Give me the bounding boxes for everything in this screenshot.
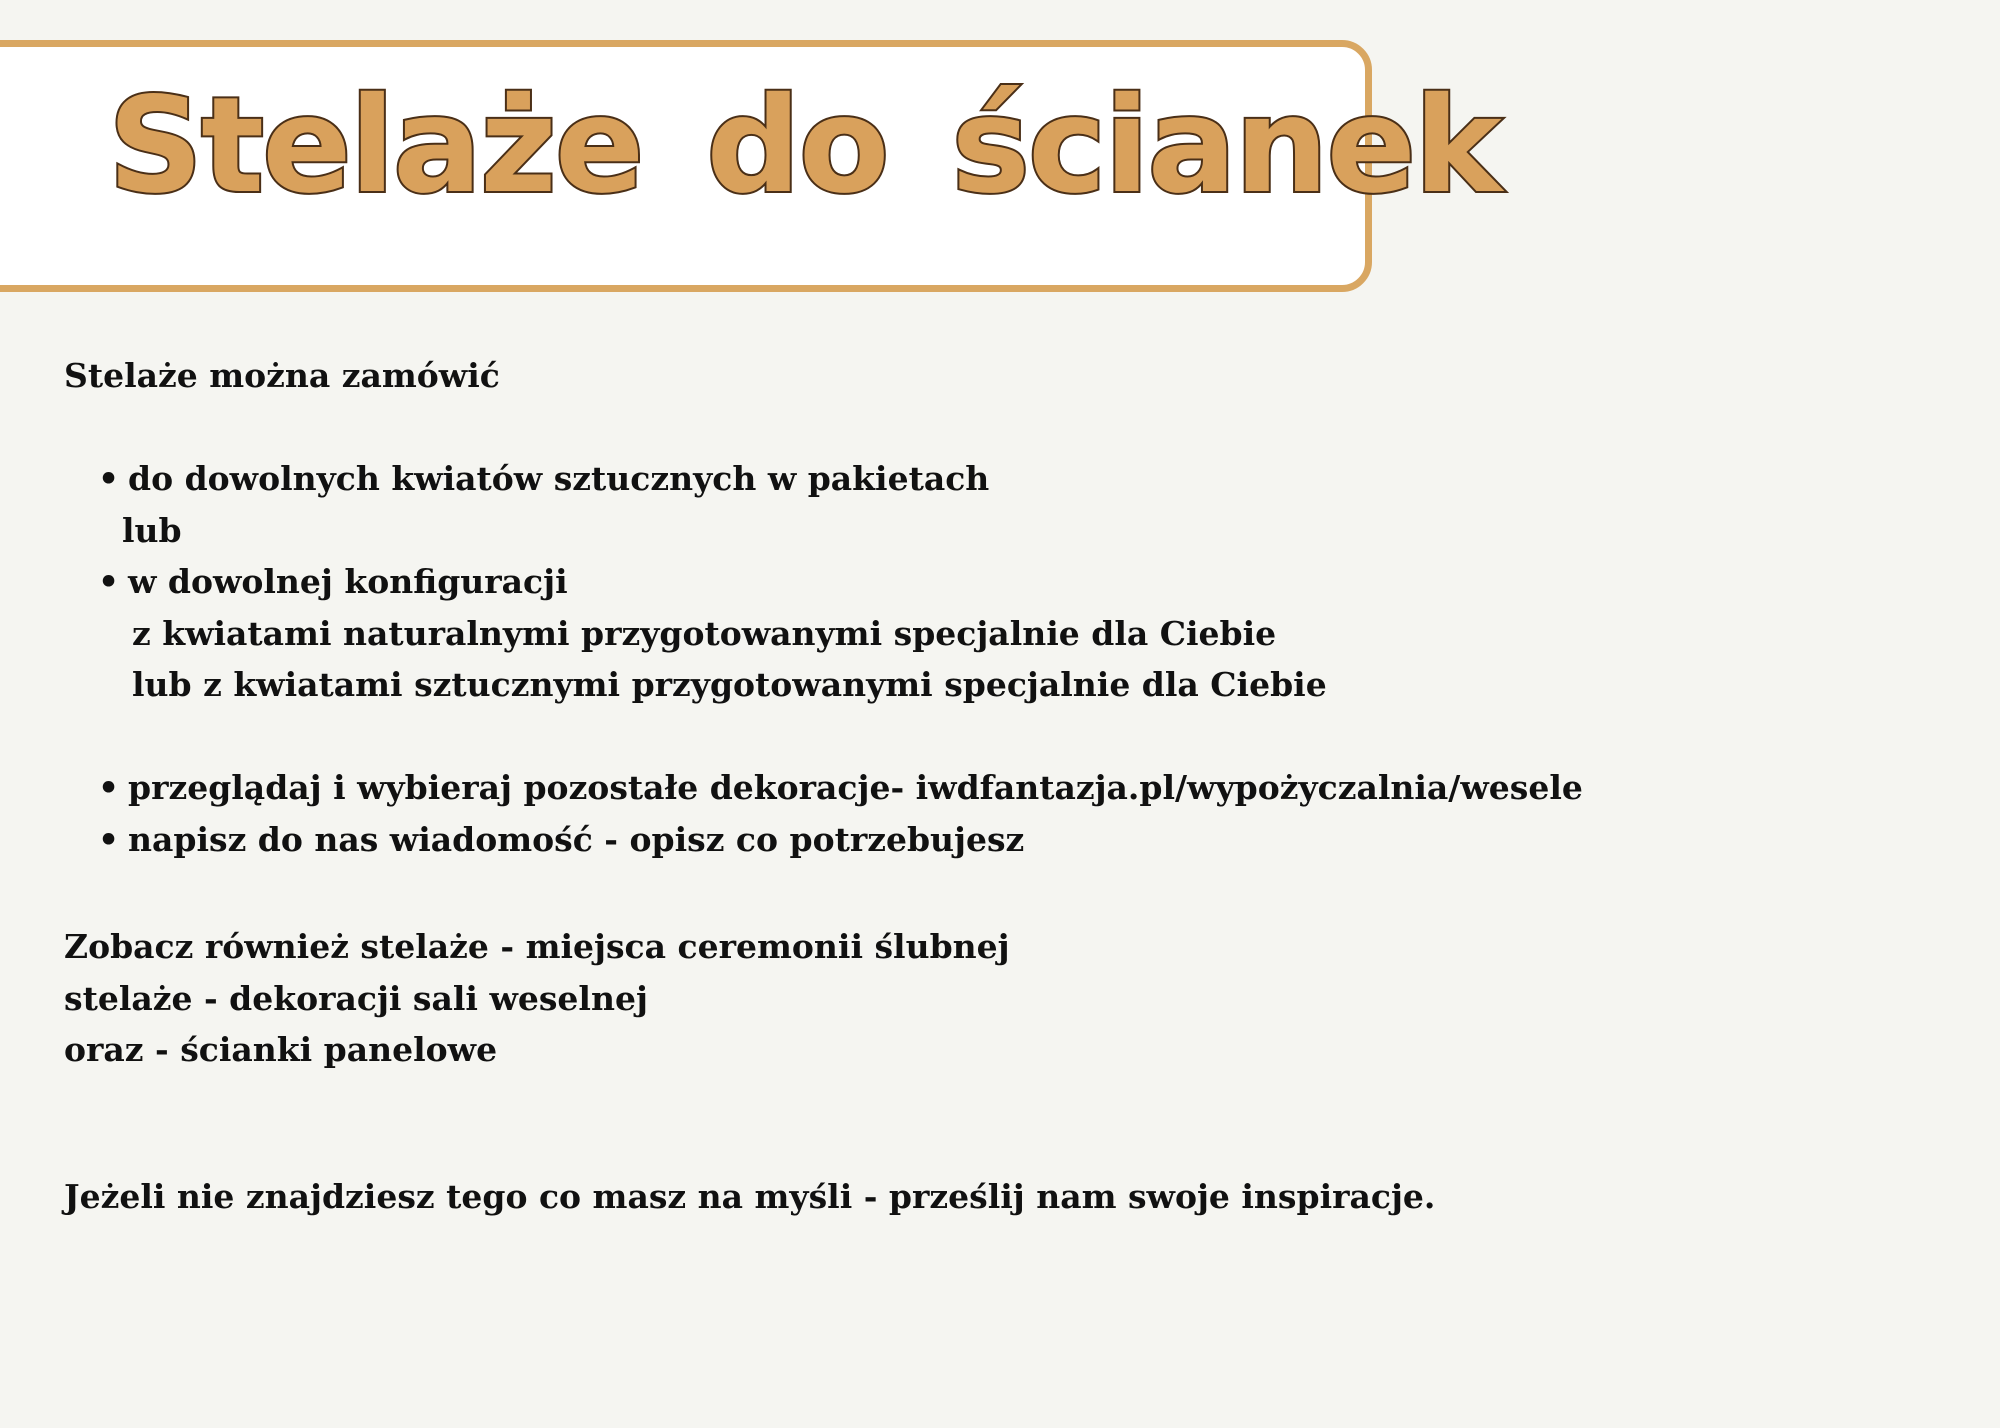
connector-text: lub [122, 510, 182, 550]
bullet-text: przeglądaj i wybieraj pozostałe dekoracje- iwdfantazja.pl/wypożyczalnia/wesele [128, 768, 1583, 807]
bullet-icon: • [98, 768, 120, 807]
see-also-ceremony: Zobacz również stelaże - miejsca ceremonii ślubnej [64, 927, 1010, 966]
see-also-panels: oraz - ścianki panelowe [64, 1030, 498, 1069]
sub-item-natural: z kwiatami naturalnymi przygotowanymi specjalnie dla Ciebie [132, 613, 1277, 653]
bullet-item-configuration [64, 556, 1583, 608]
see-also-hall: stelaże - dekoracji sali weselnej [64, 978, 648, 1018]
bullet-text: do dowolnych kwiatów sztucznych w pakietach [128, 459, 990, 498]
bullet-icon: • [98, 459, 120, 498]
bullet-icon: • [98, 562, 120, 601]
footer-note: Jeżeli nie znajdziesz tego co masz na myśli - prześlij nam swoje inspiracje. [64, 1176, 1436, 1216]
spacer [64, 1076, 1583, 1171]
spacer [64, 402, 1583, 454]
page-title: Stelaże do ścianek [108, 69, 1500, 223]
bullet-text: napisz do nas wiadomość - opisz co potrzebujesz [128, 819, 1025, 859]
bullet-item-browse [64, 762, 1583, 814]
bullet-item-message [64, 814, 1583, 866]
content-body [64, 350, 1583, 1222]
spacer [64, 865, 1583, 921]
bullet-icon: • [98, 819, 120, 859]
spacer [64, 711, 1583, 763]
bullet-text: w dowolnej konfiguracji [128, 562, 568, 601]
sub-item-artificial: lub z kwiatami sztucznymi przygotowanymi specjalnie dla Ciebie [132, 665, 1327, 704]
bullet-item-artificial [64, 453, 1583, 505]
intro-text: Stelaże można zamówić [64, 356, 500, 395]
